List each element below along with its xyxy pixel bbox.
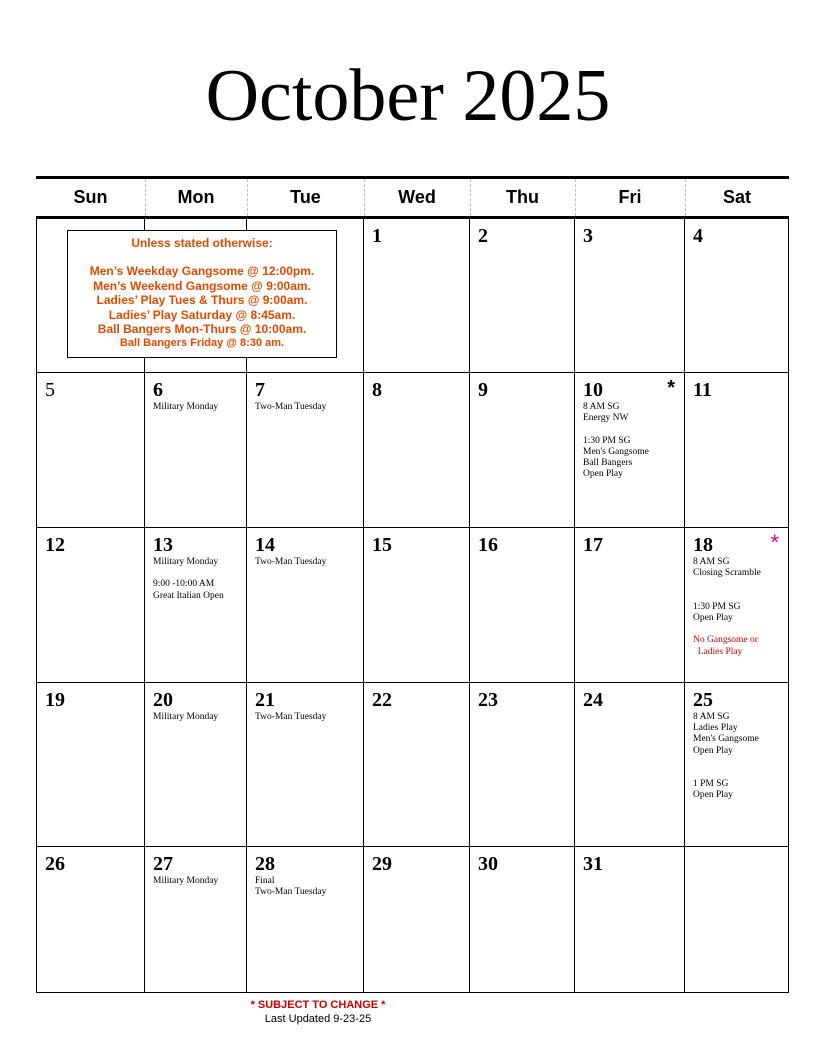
day-number: 22 (372, 689, 392, 711)
day-cell (575, 847, 685, 993)
day-number: 10 (583, 379, 603, 401)
day-cell (145, 528, 247, 683)
day-cell (36, 373, 145, 528)
day-cell (145, 683, 247, 847)
weekday-header: Mon (177, 187, 215, 207)
day-cell (247, 373, 364, 528)
day-cell (36, 847, 145, 993)
day-number: 21 (255, 689, 275, 711)
day-number: 7 (255, 379, 265, 401)
day-number: 18 (693, 534, 713, 556)
weekday-header: Fri (618, 187, 642, 207)
day-red-note: No Gangsome or Ladies Play (693, 635, 758, 657)
day-cell (575, 528, 685, 683)
day-cell (247, 528, 364, 683)
footer (0, 998, 636, 1026)
day-events: 8 AM SG Closing Scramble 1:30 PM SG Open Play (693, 557, 761, 624)
day-number: 23 (478, 689, 498, 711)
day-number: 8 (372, 379, 382, 401)
day-number: 17 (583, 534, 603, 556)
day-cell (575, 373, 685, 528)
header-divider (145, 179, 146, 216)
day-cell (470, 219, 575, 373)
last-updated-note: Last Updated 9-23-25 (264, 1013, 372, 1025)
day-cell (685, 373, 789, 528)
day-events: Military Monday (153, 712, 219, 722)
day-number: 6 (153, 379, 163, 401)
day-cell (364, 373, 470, 528)
day-cell (685, 219, 789, 373)
header-divider (470, 179, 471, 216)
day-number: 27 (153, 853, 173, 875)
day-cell (470, 683, 575, 847)
day-cell (364, 219, 470, 373)
day-number: 12 (45, 534, 65, 556)
day-number: 16 (478, 534, 498, 556)
day-number: 19 (45, 689, 65, 711)
day-cell (247, 847, 364, 993)
day-number: 9 (478, 379, 488, 401)
day-cell (470, 373, 575, 528)
day-number: 28 (255, 853, 275, 875)
day-events: Two-Man Tuesday (255, 402, 327, 412)
notice-line: Ladies’ Play Tues & Thurs @ 9:00am. (96, 293, 308, 307)
day-number: 15 (372, 534, 392, 556)
day-events: 8 AM SG Energy NW 1:30 PM SG Men's Gangsome Ball Bangers Open Play (583, 402, 649, 480)
day-number: 2 (478, 225, 488, 247)
day-cell (145, 847, 247, 993)
asterisk-marker: * (770, 530, 779, 555)
day-number: 11 (693, 379, 712, 401)
notice-line: Ball Bangers Friday @ 8:30 am. (119, 336, 285, 349)
day-cell (575, 683, 685, 847)
day-number: 30 (478, 853, 498, 875)
day-cell (364, 528, 470, 683)
day-number: 31 (583, 853, 603, 875)
day-cell (247, 683, 364, 847)
weekday-header: Sat (722, 187, 751, 207)
day-events: Military Monday (153, 876, 219, 886)
day-cell (364, 683, 470, 847)
day-cell (36, 528, 145, 683)
weekday-header: Thu (506, 187, 539, 207)
day-number: 3 (583, 225, 593, 247)
day-events: Military Monday (153, 402, 219, 412)
day-number: 13 (153, 534, 173, 556)
day-cell (685, 528, 789, 683)
header-divider (685, 179, 686, 216)
day-events: Military Monday 9:00 -10:00 AM Great Italian Open (153, 557, 224, 601)
day-events: 8 AM SG Ladies Play Men's Gangsome Open Play 1 PM SG Open Play (693, 712, 759, 801)
subject-to-change-note: * SUBJECT TO CHANGE * (250, 999, 386, 1011)
day-number: 5 (45, 379, 55, 401)
header-divider (575, 179, 576, 216)
day-number: 4 (693, 225, 703, 247)
header-divider (364, 179, 365, 216)
day-number: 1 (372, 225, 382, 247)
day-number: 14 (255, 534, 275, 556)
day-cell (470, 528, 575, 683)
day-events: Two-Man Tuesday (255, 557, 327, 567)
day-number: 24 (583, 689, 603, 711)
weekday-header: Sun (73, 187, 108, 207)
day-cell (145, 373, 247, 528)
day-cell (685, 847, 789, 993)
header-divider (247, 179, 248, 216)
notice-line: Men’s Weekday Gangsome @ 12:00pm. (89, 264, 315, 278)
day-cell (36, 683, 145, 847)
weekday-header: Tue (290, 187, 321, 207)
day-cell (575, 219, 685, 373)
day-cell (470, 847, 575, 993)
day-events: Final Two-Man Tuesday (255, 876, 327, 898)
day-number: 25 (693, 689, 713, 711)
notice-line: Ladies’ Play Saturday @ 8:45am. (108, 307, 296, 322)
notice-heading: Unless stated otherwise: (131, 236, 273, 250)
notice-line: Ball Bangers Mon-Thurs @ 10:00am. (97, 322, 307, 336)
day-cell (685, 683, 789, 847)
page-title: October 2025 (205, 55, 611, 137)
asterisk-marker: * (667, 377, 675, 399)
day-number: 20 (153, 689, 173, 711)
day-number: 29 (372, 853, 392, 875)
schedule-notice (67, 230, 337, 358)
day-events: Two-Man Tuesday (255, 712, 327, 722)
weekday-header: Wed (398, 187, 436, 207)
day-cell (364, 847, 470, 993)
day-number: 26 (45, 853, 65, 875)
notice-line: Men’s Weekend Gangsome @ 9:00am. (93, 278, 311, 293)
